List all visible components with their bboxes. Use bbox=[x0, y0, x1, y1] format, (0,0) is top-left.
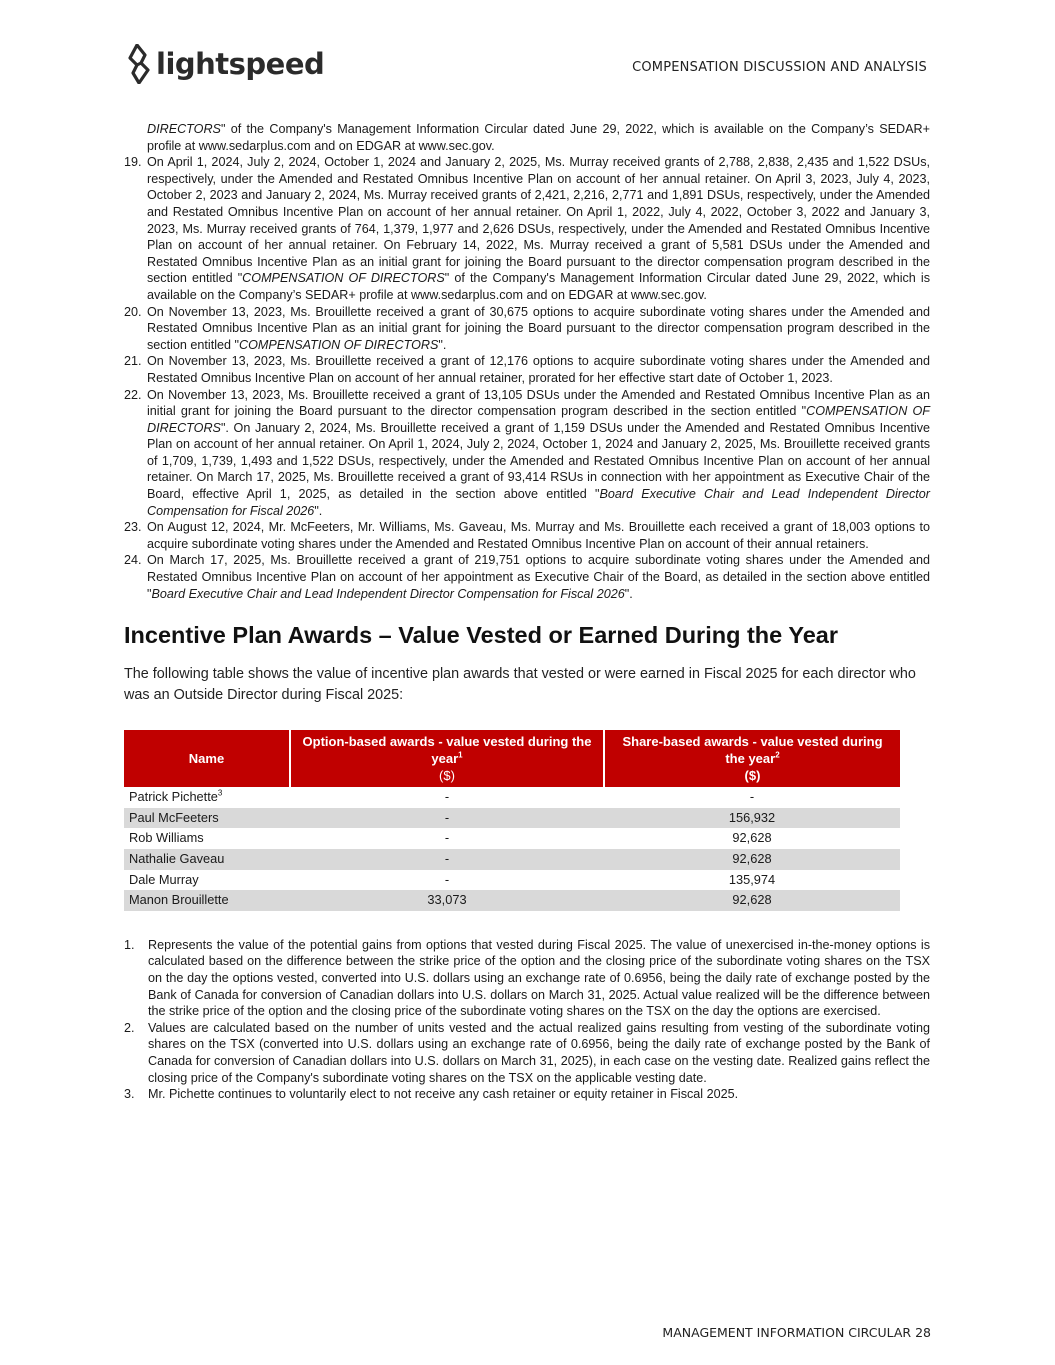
footnote-text: On November 13, 2023, Ms. Brouillette received a grant of 13,105 DSUs under the Amended and Restated Omnibus Incentive Plan as an initial grant for joining the Board pursuant to the director compensation program described in the section entitled "COMPENSATION OF DIRECTORS". On January 2, 2024, Ms. Brouillette received a grant of 1,159 DSUs under the Amended and Restated Omnibus Incentive Plan on account of her annual retainer. On April 1, 2024, July 2, 2024, October 1, 2024 and January 2, 2025, Ms. Brouillette received grants of 1,709, 1,739, 1,493 and 1,522 DSUs, respectively, under the Amended and Restated Omnibus Incentive Plan on account of her annual retainer. On March 17, 2025, Ms. Brouillette received a grant of 93,414 RSUs in connection with her appointment as Executive Chair of the Board, effective April 1, 2025, as detailed in the section above entitled "Board Executive Chair and Lead Independent Director Compensation for Fiscal 2026". bbox=[147, 387, 930, 518]
table-note bbox=[124, 1020, 930, 1086]
company-logo bbox=[128, 44, 324, 84]
share-value: 92,628 bbox=[604, 849, 900, 870]
footnote-item bbox=[124, 552, 930, 602]
note-number: 3. bbox=[124, 1087, 135, 1102]
table-notes bbox=[124, 937, 930, 1103]
share-value: 92,628 bbox=[732, 830, 772, 846]
section-intro: The following table shows the value of incentive plan awards that vested or were earned in Fiscal 2025 for each director who was an Outside Director during Fiscal 2025: bbox=[124, 666, 916, 704]
share-value: 135,974 bbox=[728, 871, 776, 887]
table-row bbox=[124, 808, 900, 829]
column-header-name: Name bbox=[124, 730, 290, 787]
table-row bbox=[124, 849, 900, 870]
note-text: Values are calculated based on the number of units vested and the actual realized gains resulting from vesting of the subordinate voting shares on the TSX (converted into U.S. dollars using an exchange rate of 0.6956, being the daily rate of exchange posted by the Bank of Canada for conversion of Canadian dollars into U.S. dollars on March 31, 2025), in each case on the vesting date. Realized gains reflect the closing price of the Company's subordinate voting shares on the TSX on the applicable vesting date. bbox=[148, 1020, 930, 1085]
director-name: Patrick Pichette$^3$ bbox=[129, 788, 223, 805]
table-row bbox=[124, 787, 900, 808]
incentive-awards-table bbox=[124, 730, 900, 911]
director-name: Nathalie Gaveau bbox=[124, 849, 290, 870]
footnote-number: 24. bbox=[124, 553, 142, 568]
footnote-item bbox=[124, 387, 930, 520]
option-value: 33,073 bbox=[290, 890, 604, 911]
director-name: Manon Brouillette bbox=[124, 890, 290, 911]
option-value: - bbox=[444, 789, 450, 805]
option-value: - bbox=[444, 871, 450, 887]
table-row bbox=[124, 890, 900, 911]
footnote-continued bbox=[124, 121, 930, 154]
table-note bbox=[124, 937, 930, 1020]
share-value: - bbox=[749, 789, 755, 805]
footnote-item bbox=[124, 154, 930, 303]
share-value: 156,932 bbox=[604, 808, 900, 829]
footnote-text: On March 17, 2025, Ms. Brouillette received a grant of 219,751 options to acquire subordinate voting shares under the Amended and Restated Omnibus Incentive Plan on account of her appointment as Executive Chair of the Board, as detailed in the section above entitled "Board Executive Chair and Lead Independent Director Compensation for Fiscal 2026". bbox=[147, 553, 930, 601]
table-row bbox=[124, 828, 900, 849]
note-number: 2. bbox=[124, 1020, 135, 1035]
footnote-number: 22. bbox=[124, 387, 142, 402]
footnote-text: On November 13, 2023, Ms. Brouillette received a grant of 12,176 options to acquire subordinate voting shares under the Amended and Restated Omnibus Incentive Plan on account of her annual retainer, prorated for her effective start date of October 1, 2023. bbox=[147, 354, 930, 385]
footnote-text: On August 12, 2024, Mr. McFeeters, Mr. Williams, Ms. Gaveau, Ms. Murray and Ms. Brouillette each received a grant of 18,003 options to acquire subordinate voting shares under the Amended and Restated Omnibus Incentive Plan on account of their annual retainers. bbox=[147, 520, 930, 551]
page-footer: MANAGEMENT INFORMATION CIRCULAR 28 bbox=[662, 1325, 931, 1340]
footnote-item bbox=[124, 519, 930, 552]
director-name: Rob Williams bbox=[129, 830, 204, 846]
footnote-number: 21. bbox=[124, 354, 142, 369]
share-value: 92,628 bbox=[604, 890, 900, 911]
footnote-item bbox=[124, 304, 930, 354]
option-value: - bbox=[290, 808, 604, 829]
section-header: COMPENSATION DISCUSSION AND ANALYSIS bbox=[632, 60, 927, 75]
director-name: Paul McFeeters bbox=[124, 808, 290, 829]
footnote-italic: DIRECTORS bbox=[147, 122, 221, 136]
logo-wordmark: lightspeed bbox=[156, 46, 325, 81]
footnote-number: 20. bbox=[124, 304, 142, 319]
footnote-number: 19. bbox=[124, 155, 142, 170]
footnote-number: 23. bbox=[124, 520, 142, 535]
column-header-share-awards: Share-based awards - value vested during the year$^2$ ($) bbox=[604, 730, 900, 787]
note-number: 1. bbox=[124, 937, 135, 952]
director-name: Dale Murray bbox=[129, 871, 199, 887]
column-header-option-awards: Option-based awards - value vested during the year$^1$ ($) bbox=[290, 730, 604, 787]
option-value: - bbox=[290, 849, 604, 870]
footnote-text: On April 1, 2024, July 2, 2024, October 1, 2024 and January 2, 2025, Ms. Murray received grants of 2,788, 2,838, 2,435 and 1,522 DSUs, respectively, under the Amended and Restated Omnibus Incentive Plan on account of her annual retainer. On April 3, 2023, July 4, 2023, October 2, 2023 and January 2, 2024, Ms. Murray received grants of 2,421, 2,216, 2,771 and 1,891 DSUs, respectively, under the Amended and Restated Omnibus Incentive Plan on account of her annual retainer. On April 1, 2022, July 4, 2022, October 3, 2022 and January 3, 2023, Ms. Murray received grants of 764, 1,379, 1,977 and 2,626 DSUs, respectively, under the Amended and Restated Omnibus Incentive Plan on account of her annual retainer. On February 14, 2022, Ms. Murray received a grant of 5,581 DSUs under the Amended and Restated Omnibus Incentive Plan as an initial grant for joining the Board pursuant to the director compensation program described in the section entitled "COMPENSATION OF DIRECTORS" of the Company's Management Information Circular dated June 29, 2022, which is available on the Company’s SEDAR+ profile at www.sedarplus.com and on EDGAR at www.sec.gov. bbox=[147, 155, 930, 302]
footnote-text: On November 13, 2023, Ms. Brouillette received a grant of 30,675 options to acquire subordinate voting shares under the Amended and Restated Omnibus Incentive Plan as an initial grant for joining the Board pursuant to the director compensation program described in the section entitled "COMPENSATION OF DIRECTORS". bbox=[147, 304, 930, 352]
footnote-item bbox=[124, 353, 930, 386]
footnote-text: " of the Company's Management Information Circular dated June 29, 2022, which is available on the Company’s SEDAR+ profile at www.sedarplus.com and on EDGAR at www.sec.gov. bbox=[147, 122, 930, 153]
note-text: Represents the value of the potential gains from options that vested during Fiscal 2025. The value of unexercised in-the-money options is calculated based on the difference between the strike price of the option and the closing price of the subordinate voting shares on the TSX on the day the options vested, converted into U.S. dollars using an exchange rate of 0.6956, being the daily rate of exchange posted by the Bank of Canada for conversion of Canadian dollars into U.S. dollars on March 31, 2025. Actual value realized will be the difference between the strike price of the option and the closing price of the subordinate voting shares on the TSX on the day the options are exercised. bbox=[148, 937, 930, 1019]
table-note bbox=[124, 1086, 930, 1103]
option-value: - bbox=[444, 830, 450, 846]
page-content bbox=[124, 121, 930, 1103]
lightspeed-flame-icon bbox=[128, 44, 150, 84]
note-text: Mr. Pichette continues to voluntarily elect to not receive any cash retainer or equity retainer in Fiscal 2025. bbox=[148, 1087, 739, 1102]
section-heading: Incentive Plan Awards – Value Vested or Earned During the Year bbox=[124, 622, 838, 649]
table-header-row bbox=[124, 730, 900, 787]
table-row bbox=[124, 870, 900, 891]
